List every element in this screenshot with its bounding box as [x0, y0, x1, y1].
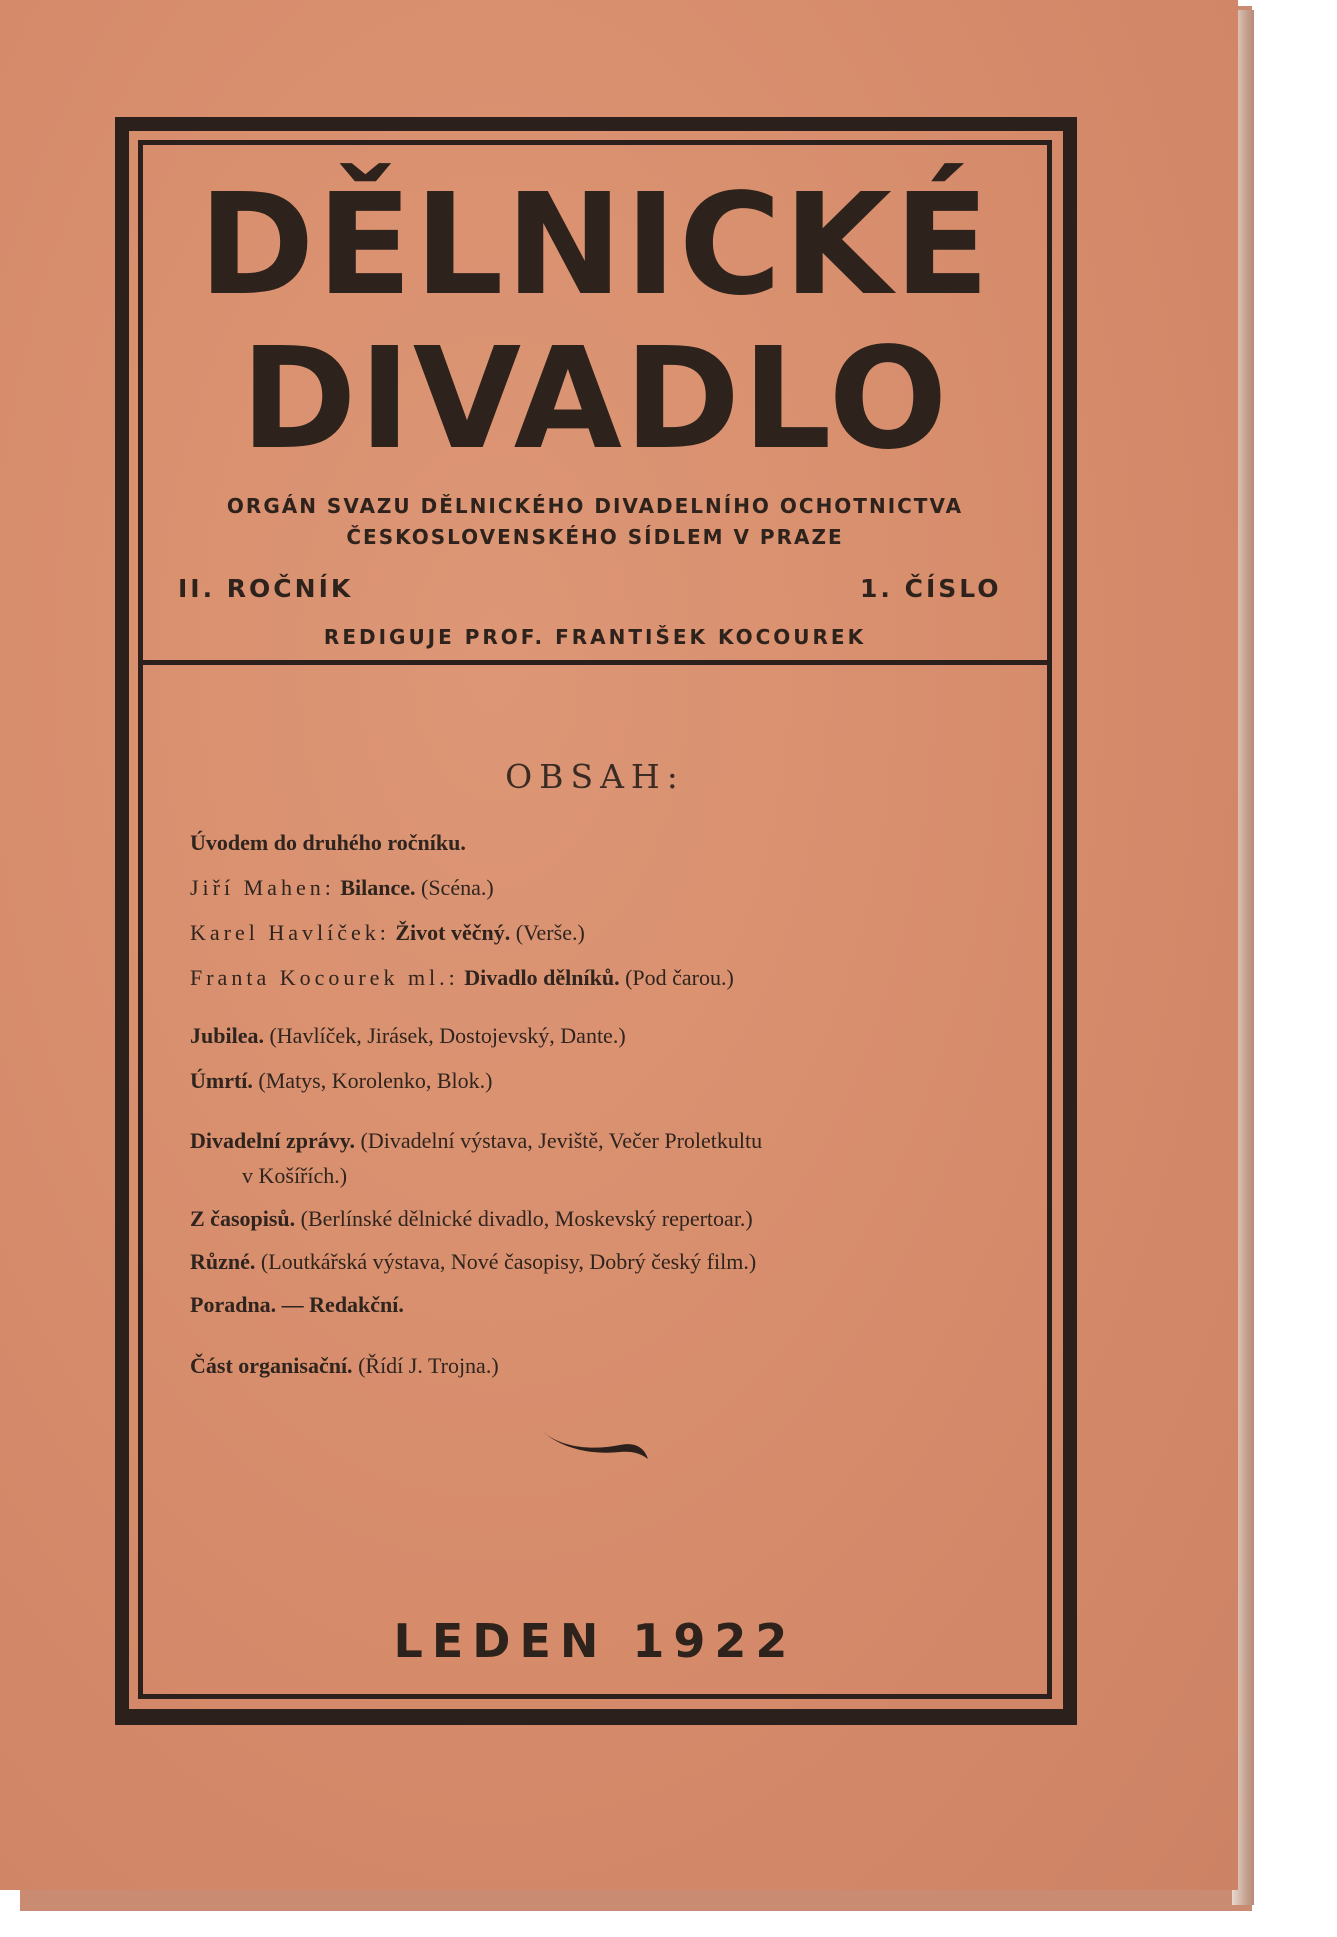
issue-label: 1. ČÍSLO	[860, 574, 1002, 603]
toc-note: (Scéna.)	[421, 875, 494, 900]
toc-note: v Košířích.)	[242, 1163, 348, 1188]
toc-item	[190, 1130, 762, 1152]
title-line-2: DIVADLO	[240, 318, 950, 481]
toc-title: Poradna. — Redakční.	[190, 1292, 404, 1317]
toc-item	[190, 1294, 404, 1316]
toc-item	[190, 832, 466, 854]
issue-date: LEDEN 1922	[393, 1614, 797, 1668]
toc-title: Jubilea.	[190, 1023, 264, 1048]
toc-author: Franta Kocourek ml.:	[190, 965, 459, 990]
toc-item	[190, 1355, 499, 1377]
toc-item	[190, 922, 585, 944]
subtitle-line-2: ČESKOSLOVENSKÉHO SÍDLEM V PRAZE	[346, 525, 844, 549]
toc-title: Divadelní zprávy.	[190, 1128, 356, 1153]
toc-item	[190, 877, 494, 899]
toc-note: (Loutkářská výstava, Nové časopisy, Dobrý český film.)	[260, 1249, 757, 1274]
toc-item	[190, 1025, 626, 1047]
header-divider	[138, 660, 1052, 665]
toc-note: (Matys, Korolenko, Blok.)	[258, 1068, 493, 1093]
toc-item-continuation	[242, 1165, 347, 1187]
toc-author: Jiří Mahen:	[190, 875, 335, 900]
toc-title: Část organisační.	[190, 1353, 353, 1378]
toc-title: Divadlo dělníků.	[464, 965, 620, 990]
toc-author: Karel Havlíček:	[190, 920, 390, 945]
toc-title: Úmrtí.	[190, 1068, 253, 1093]
toc-item	[190, 1251, 756, 1273]
toc-title: Život věčný.	[395, 920, 511, 945]
toc-note: (Berlínské dělnické divadlo, Moskevský repertoar.)	[300, 1206, 753, 1231]
toc-note: (Pod čarou.)	[625, 965, 734, 990]
title-line-1: DĚLNICKÉ	[198, 164, 992, 327]
flourish-ornament	[540, 1425, 652, 1465]
toc-note: (Řídí J. Trojna.)	[358, 1353, 499, 1378]
volume-label: II. ROČNÍK	[178, 574, 354, 603]
toc-title: Úvodem do druhého ročníku.	[190, 830, 466, 855]
toc-item	[190, 967, 734, 989]
toc-item	[190, 1070, 492, 1092]
toc-note: (Divadelní výstava, Jeviště, Večer Proletkultu	[360, 1128, 763, 1153]
editor-line: REDIGUJE PROF. FRANTIŠEK KOCOUREK	[323, 625, 867, 649]
toc-note: (Verše.)	[515, 920, 585, 945]
toc-item	[190, 1208, 753, 1230]
toc-title: Z časopisů.	[190, 1206, 296, 1231]
subtitle-line-1: ORGÁN SVAZU DĚLNICKÉHO DIVADELNÍHO OCHOTNICTVA	[226, 494, 964, 518]
toc-title: Bilance.	[340, 875, 416, 900]
toc-note: (Havlíček, Jirásek, Dostojevský, Dante.)	[269, 1023, 626, 1048]
contents-heading: OBSAH:	[505, 757, 685, 796]
toc-title: Různé.	[190, 1249, 256, 1274]
